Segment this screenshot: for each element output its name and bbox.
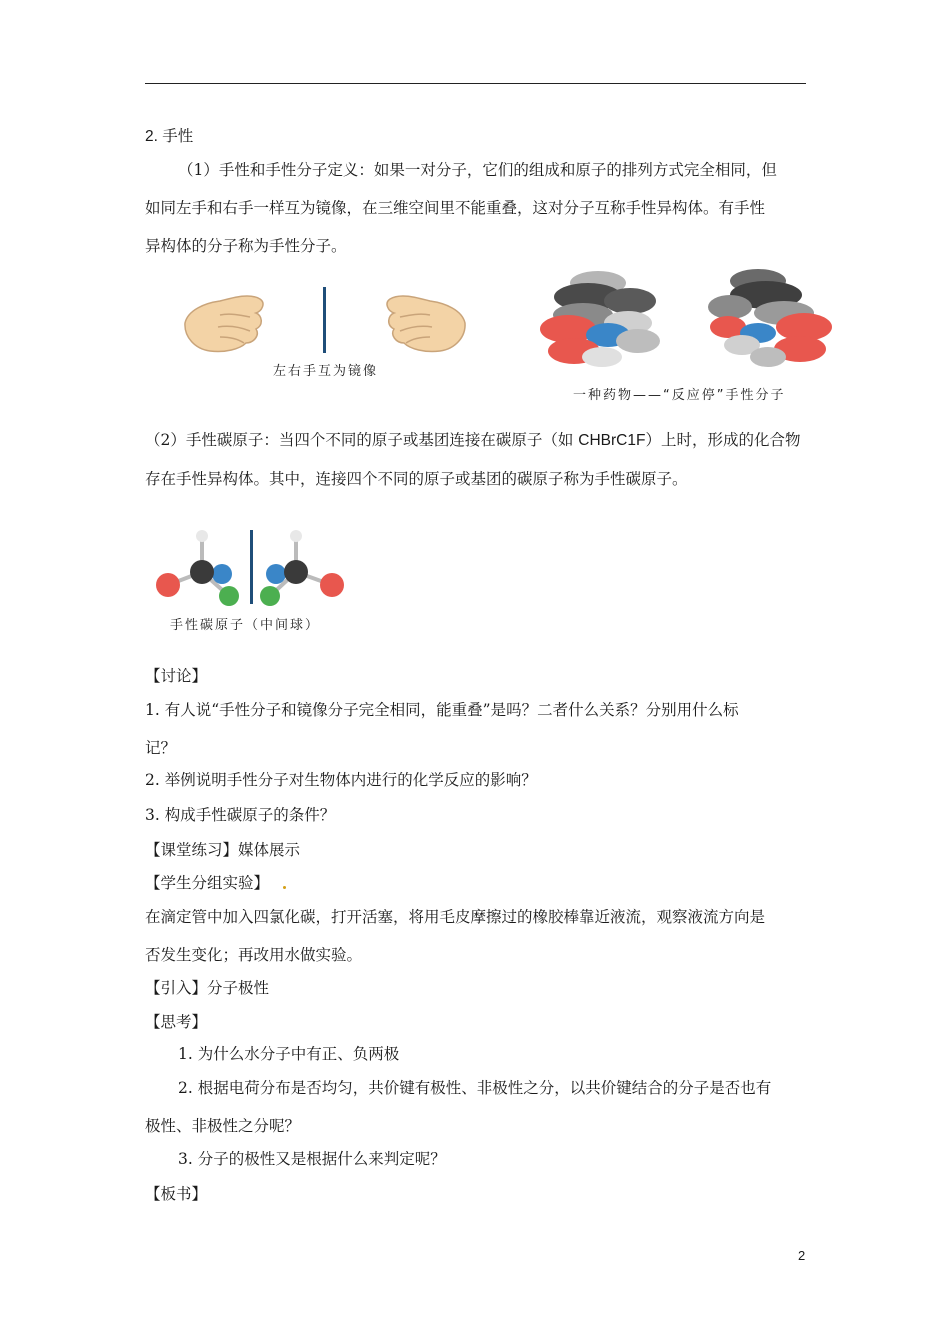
chiral-carbon-figure [150, 528, 350, 610]
discussion-q3: 3. 构成手性碳原子的条件？ [145, 806, 336, 824]
stray-mark [283, 886, 286, 889]
thalidomide-model-figure [538, 265, 836, 385]
section-title: 2. 手性 [145, 128, 194, 145]
practice-line: 【课堂练习】媒体展示 [145, 841, 301, 859]
experiment-heading: 【学生分组实验】 [145, 874, 270, 892]
discussion-heading: 【讨论】 [145, 667, 208, 685]
think-item-2-line1: 2. 根据电荷分布是否均匀，共价键有极性、非极性之分，以共价键结合的分子是否也有 [178, 1079, 772, 1097]
left-hand-illustration [185, 296, 263, 352]
chiral-carbon-text-b: ）上时，形成的化合物 [645, 431, 801, 449]
chiral-carbon-line-2: 存在手性异构体。其中，连接四个不同的原子或基团的碳原子称为手性碳原子。 [145, 470, 688, 488]
drug-caption: 一种药物——“反应停”手性分子 [573, 388, 786, 403]
definition-line-2: 如同左手和右手一样互为镜像，在三维空间里不能重叠，这对分子互称手性异构体。有手性 [145, 199, 766, 217]
left-chiral-molecule [156, 530, 239, 606]
think-item-1: 1. 为什么水分子中有正、负两极 [178, 1045, 400, 1063]
page-number: 2 [798, 1248, 806, 1263]
formula: CHBrC1F [578, 432, 646, 449]
chiral-carbon-line-1 [145, 430, 800, 451]
carbon-caption: 手性碳原子（中间球） [170, 618, 321, 633]
left-molecule-model [540, 271, 660, 367]
mirror-line [323, 287, 326, 353]
chiral-carbon-text-a: （2）手性碳原子：当四个不同的原子或基团连接在碳原子（如 [145, 431, 579, 449]
discussion-q2: 2. 举例说明手性分子对生物体内进行的化学反应的影响？ [145, 771, 537, 789]
right-chiral-molecule [260, 530, 344, 606]
discussion-q1-line1: 1. 有人说“手性分子和镜像分子完全相同，能重叠”是吗？二者什么关系？分别用什么标 [145, 701, 739, 719]
hands-caption: 左右手互为镜像 [273, 364, 379, 379]
right-molecule-model [708, 269, 832, 367]
definition-line-1: （1）手性和手性分子定义：如果一对分子，它们的组成和原子的排列方式完全相同，但 [178, 161, 777, 179]
board-heading: 【板书】 [145, 1185, 208, 1203]
experiment-line-2: 否发生变化；再改用水做实验。 [145, 946, 363, 964]
discussion-q1-line2: 记？ [145, 739, 177, 757]
think-item-3: 3. 分子的极性又是根据什么来判定呢？ [178, 1150, 446, 1168]
think-heading: 【思考】 [145, 1013, 208, 1031]
carbon-mirror-line [250, 530, 253, 604]
think-item-2-line2: 极性、非极性之分呢？ [145, 1117, 301, 1135]
mirror-hands-figure [180, 285, 470, 360]
intro-line: 【引入】分子极性 [145, 979, 270, 997]
header-rule [145, 83, 806, 84]
definition-line-3: 异构体的分子称为手性分子。 [145, 237, 347, 255]
experiment-line-1: 在滴定管中加入四氯化碳，打开活塞，将用毛皮摩擦过的橡胶棒靠近液流，观察液流方向是 [145, 908, 766, 926]
right-hand-illustration [387, 296, 465, 352]
